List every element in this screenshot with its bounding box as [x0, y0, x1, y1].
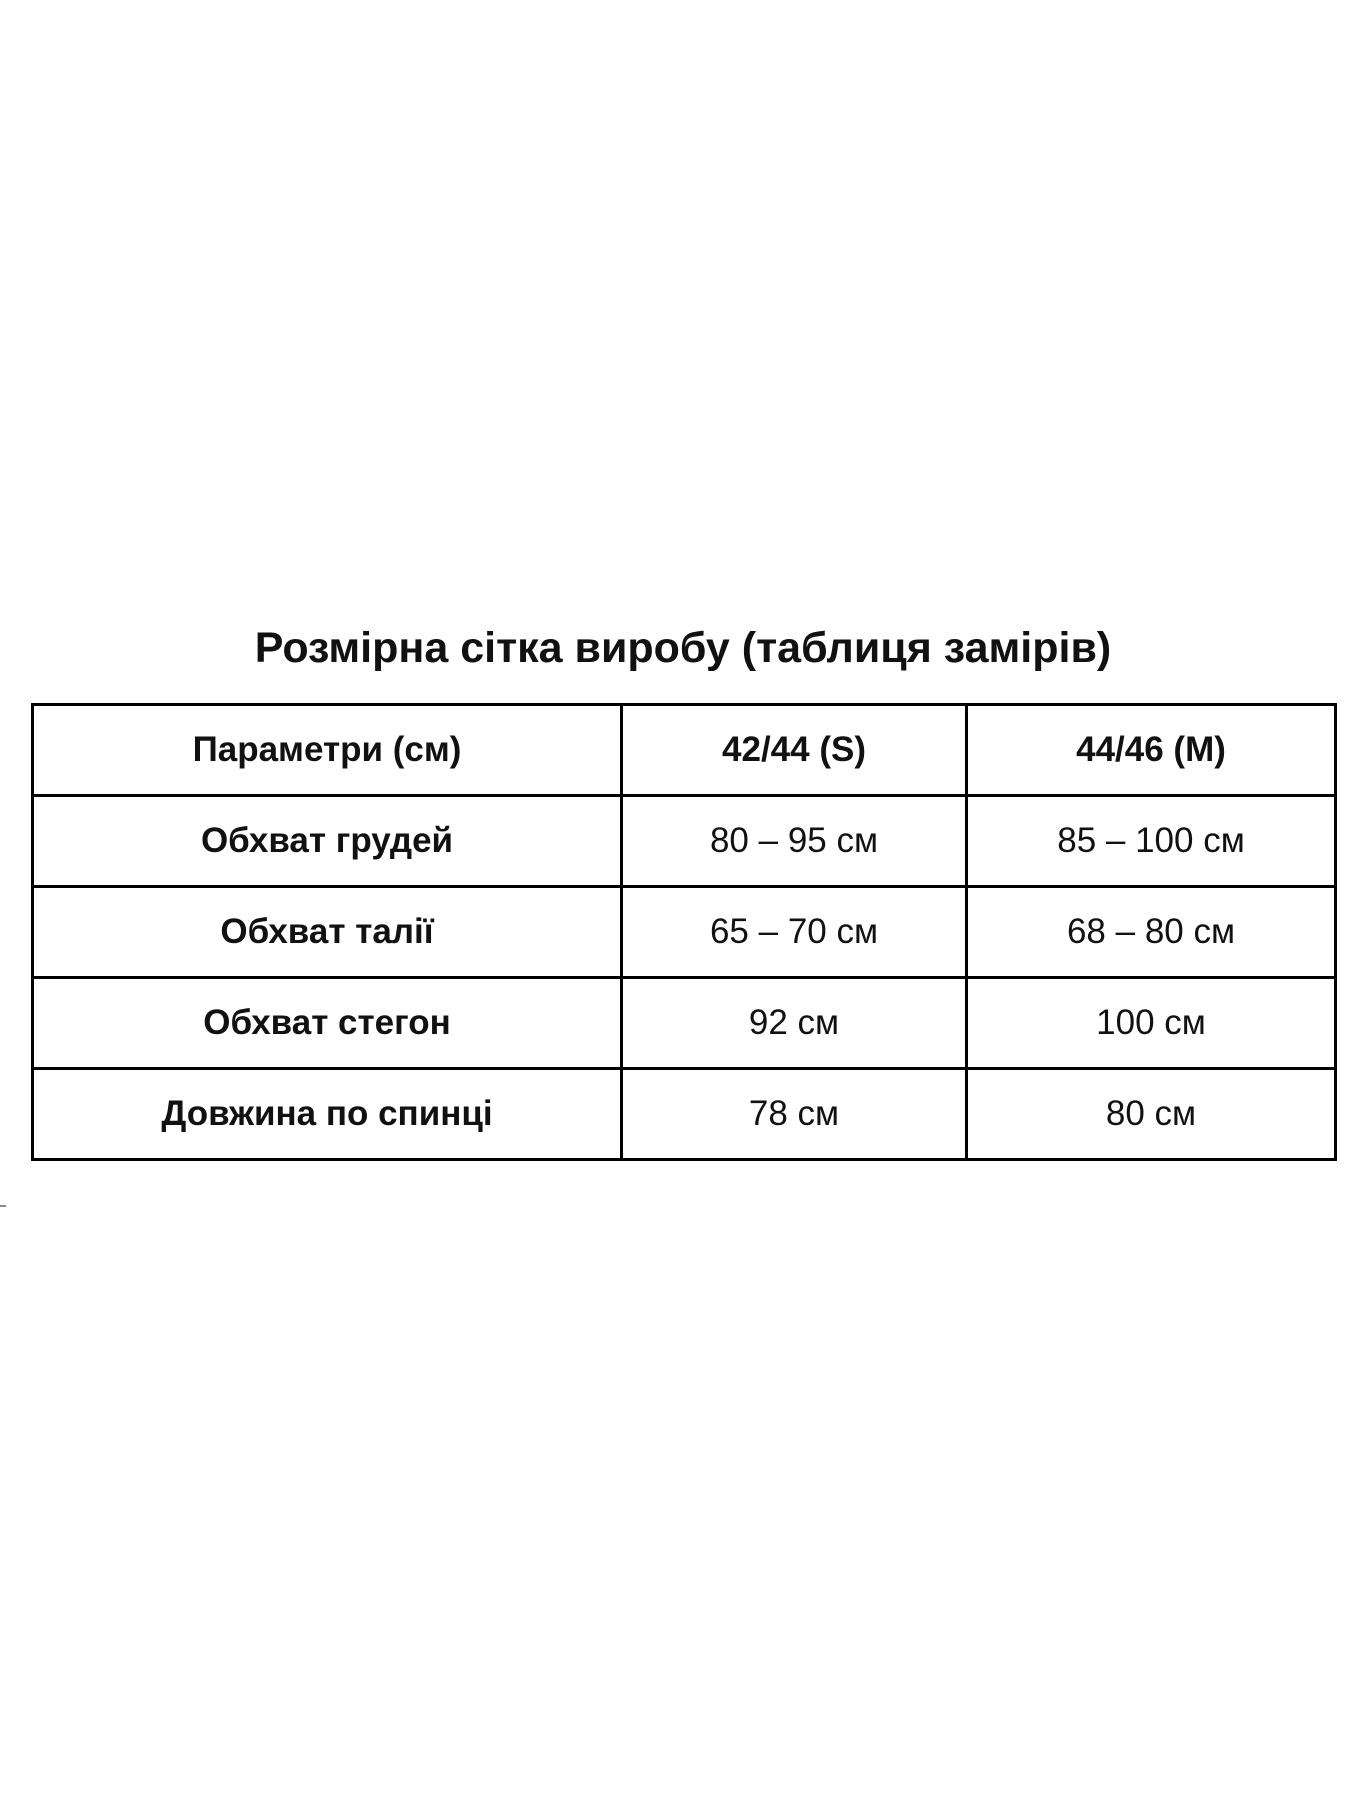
table-row [33, 887, 1336, 978]
header-row [33, 705, 1336, 796]
table-row [33, 796, 1336, 887]
size-s-value: 78 см [622, 1069, 967, 1160]
param-label: Обхват стегон [33, 978, 622, 1069]
size-s-value: 92 см [622, 978, 967, 1069]
param-label: Обхват талії [33, 887, 622, 978]
size-m-value: 68 – 80 см [967, 887, 1336, 978]
size-chart-table [31, 703, 1337, 1161]
param-label: Обхват грудей [33, 796, 622, 887]
size-m-value: 85 – 100 см [967, 796, 1336, 887]
table-row [33, 978, 1336, 1069]
table-row [33, 1069, 1336, 1160]
header-size-s: 42/44 (S) [622, 705, 967, 796]
size-m-value: 80 см [967, 1069, 1336, 1160]
size-m-value: 100 см [967, 978, 1336, 1069]
edge-mark [0, 1205, 6, 1207]
size-s-value: 80 – 95 см [622, 796, 967, 887]
param-label: Довжина по спинці [33, 1069, 622, 1160]
header-parameters: Параметри (см) [33, 705, 622, 796]
size-s-value: 65 – 70 см [622, 887, 967, 978]
header-size-m: 44/46 (M) [967, 705, 1336, 796]
table-title: Розмірна сітка виробу (таблиця замірів) [254, 624, 1112, 672]
